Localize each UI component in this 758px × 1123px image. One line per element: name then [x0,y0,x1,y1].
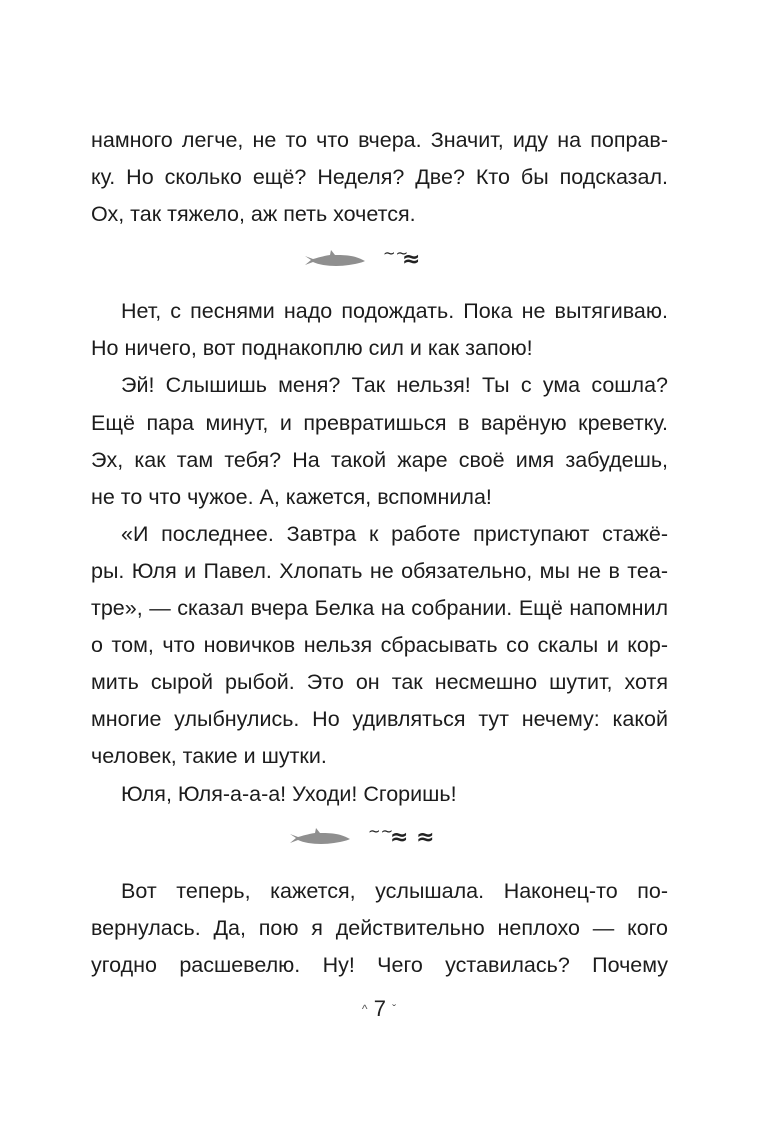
text-block-1 [91,122,668,233]
text-line: многие улыбнулись. Но удивляться тут нечему: какой [91,707,668,732]
small-waves: ~~ [368,821,394,840]
page-number-right-ornament: ˇ [392,1002,397,1016]
text-line: Ещё пара минут, и превратишься в варёную креветку. [91,410,668,435]
section-divider-1 [91,233,668,293]
page-body [91,122,668,984]
small-waves: ~~ [383,244,409,263]
text-line: Эх, как там тебя? На такой жаре своё имя забудешь, [91,447,668,472]
text-block-2 [91,293,668,812]
text-block-3 [91,873,668,984]
page-number-left-ornament: ^ [361,1002,368,1016]
text-line: Вот теперь, кажется, услышала. Наконец-то по- [121,878,668,903]
text-line: о том, что новичков нельзя сбрасывать со скалы и кор- [91,633,668,658]
text-line: человек, такие и шутки. [91,744,327,769]
text-line: угодно расшевелю. Ну! Чего уставилась? Почему [91,952,668,977]
text-line: Но ничего, вот поднакоплю сил и как запою! [91,336,533,361]
big-waves: ≈ [402,247,421,273]
big-waves: ≈ ≈ [390,824,435,850]
text-line: мить сырой рыбой. Это он так несмешно шутит, хотя [91,670,668,695]
dolphin-icon [303,247,367,271]
text-line: Ох, так тяжело, аж петь хочется. [91,202,416,227]
text-line: «И последнее. Завтра к работе приступают стажё- [121,521,668,546]
page-number-value: 7 [373,996,386,1021]
text-line: ры. Юля и Павел. Хлопать не обязательно, мы не в теа- [91,558,668,583]
text-line: ку. Но сколько ещё? Неделя? Две? Кто бы подсказал. [91,165,668,190]
text-line: Юля, Юля-а-а-а! Уходи! Сгоришь! [121,781,457,806]
text-line: не то что чужое. А, кажется, вспомнила! [91,484,492,509]
text-line: Эй! Слышишь меня? Так нельзя! Ты с ума сошла? [121,373,668,398]
section-divider-2 [91,813,668,873]
dolphin-icon [288,825,352,849]
text-line: вернулась. Да, пою я действительно неплохо — кого [91,915,668,940]
text-line: Нет, с песнями надо подождать. Пока не вытягиваю. [121,299,668,324]
text-line: намного легче, не то что вчера. Значит, иду на поправ- [91,128,668,152]
page-number [0,996,758,1022]
text-line: тре», — сказал вчера Белка на собрании. Ещё напомнил [91,596,668,621]
